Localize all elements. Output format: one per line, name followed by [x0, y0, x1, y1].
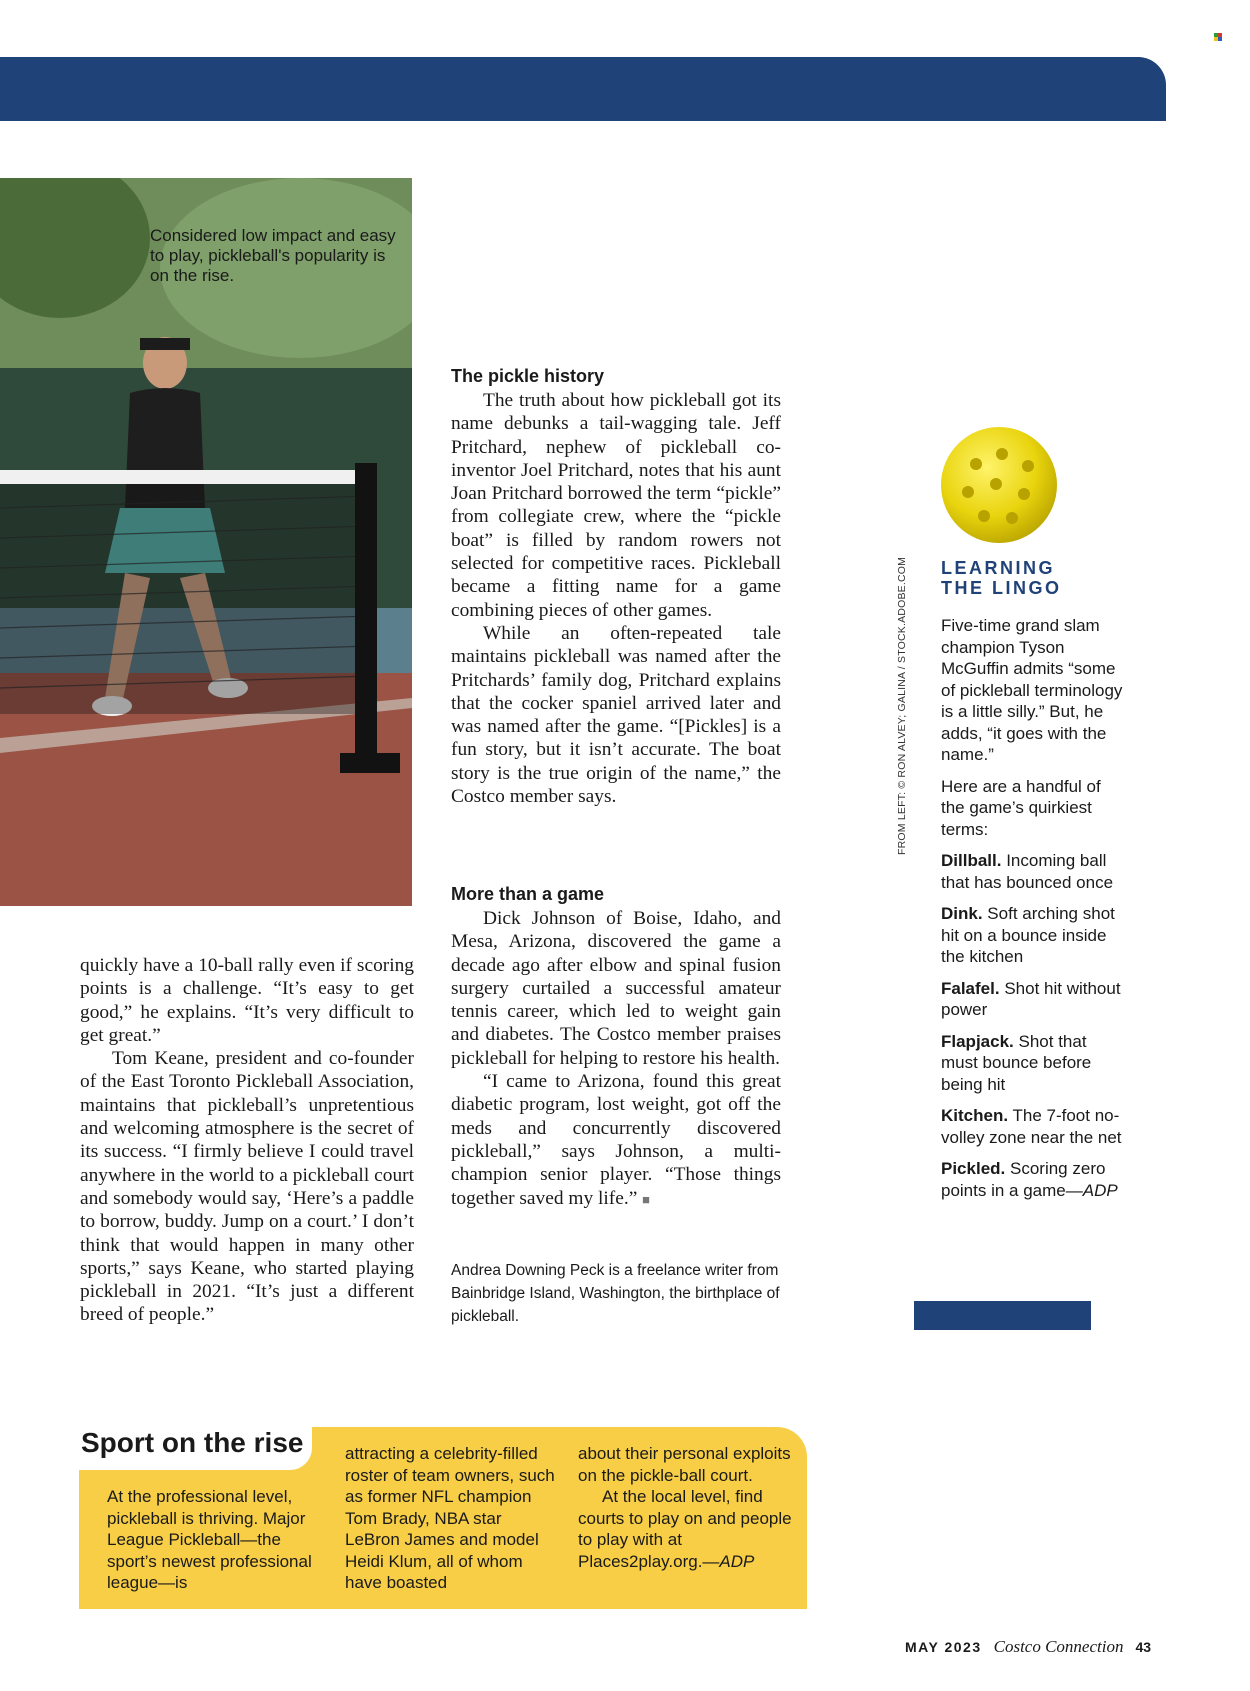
corner-mark	[1214, 33, 1222, 41]
left-paragraph-1: quickly have a 10-ball rally even if scoring points is a challenge. “It’s easy to get good,” he explains. “It’s very difficult to get great.”	[80, 955, 414, 1046]
lingo-term-pickled: Pickled. Scoring zero points in a game—ADP	[941, 1159, 1118, 1200]
history-text	[451, 389, 781, 808]
lingo-term-flapjack: Flapjack. Shot that must bounce before being hit	[941, 1031, 1092, 1094]
lingo-intro-2: Here are a handful of the game’s quirkiest terms:	[941, 776, 1101, 839]
lingo-term-falafel: Falafel. Shot hit without power	[941, 978, 1121, 1019]
rise-column-2: attracting a celebrity-filled roster of team owners, such as former NFL champion Tom Brady, NBA star LeBron James and model Heidi Klum, all of whom have boasted	[345, 1444, 555, 1592]
lingo-list	[941, 615, 1126, 1211]
rise-title: Sport on the rise	[81, 1427, 304, 1458]
page-number: 43	[1135, 1639, 1152, 1655]
left-paragraph-2: Tom Keane, president and co-founder of the East Toronto Pickleball Association, maintains that pickleball’s unpretentious and welcoming atmosphere is the secret of its success. “I firmly believe I could travel anywhere in the world to a pickleball court and somebody would say, ‘Here’s a paddle to borrow, buddy. Jump on a court.’ I don’t think that would happen in many other sports,” says Keane, who started playing pickleball in 2021. “It’s just a different breed of people.”	[80, 1048, 414, 1326]
lingo-title: LEARNING THE LINGO	[941, 558, 1062, 598]
left-column	[80, 954, 414, 1327]
author-byline: Andrea Downing Peck is a freelance writer from Bainbridge Island, Washington, the birthplace of pickleball.	[451, 1262, 780, 1325]
top-banner	[0, 57, 1166, 121]
rise-column-1: At the professional level, pickleball is thriving. Major League Pickleball—the sport’s newest professional league—is	[107, 1487, 312, 1592]
more-paragraph-2: “I came to Arizona, found this great diabetic program, lost weight, got off the meds and concurrently discovered pickleball,” says Johnson, a multi-champion senior player. “Those things together saved my life.”	[451, 1071, 781, 1209]
history-paragraph-1: The truth about how pickleball got its name debunks a tail-wagging tale. Jeff Pritchard, nephew of pickleball co-inventor Joel Pritchard, notes that his aunt Joan Pritchard borrowed the term “pickle” from collegiate crew, where the “pickle boat” is filled by random rowers not selected for competitive races. Pickleball became a fitting name for a game combining pieces of other games.	[451, 390, 781, 621]
lingo-bar	[914, 1301, 1091, 1330]
issue-date: MAY 2023	[905, 1639, 982, 1655]
history-paragraph-2: While an often-repeated tale maintains pickleball was named after the Pritchards’ family dog, Pritchard explains that the cocker spaniel arrived later and was named after the game. “[Pickles] is a fun story, but it isn’t accurate. The boat story is the true origin of the name,” the Costco member says.	[451, 622, 781, 808]
lingo-term-dillball: Dillball. Incoming ball that has bounced once	[941, 851, 1114, 892]
photo-credit: FROM LEFT: © RON ALVEY; GALINA / STOCK.ADOBE.COM	[896, 556, 908, 855]
pickleball-photo	[0, 178, 412, 906]
page-footer	[905, 1637, 1151, 1657]
photo-caption: Considered low impact and easy to play, pickleball's popularity is on the rise.	[150, 226, 396, 285]
more-text	[451, 907, 781, 1211]
lingo-term-dink: Dink. Soft arching shot hit on a bounce inside the kitchen	[941, 904, 1115, 966]
pickleball-icon	[938, 424, 1060, 546]
more-heading: More than a game	[451, 884, 605, 904]
history-heading: The pickle history	[451, 366, 605, 386]
lingo-intro: Five-time grand slam champion Tyson McGuffin admits “some of pickleball terminology is a little silly.” But, he adds, “it goes with the name.”	[941, 616, 1123, 764]
more-paragraph-1: Dick Johnson of Boise, Idaho, and Mesa, Arizona, discovered the game a decade ago after elbow and spinal fusion surgery curtailed a successful amateur tennis career, which led to weight gain and diabetes. The Costco member praises pickleball for helping to restore his health.	[451, 908, 781, 1069]
end-mark: ■	[642, 1191, 651, 1207]
lingo-term-kitchen: Kitchen. The 7-foot no-volley zone near the net	[941, 1106, 1122, 1147]
rise-column-3: about their personal exploits on the pickle-ball court. At the local level, find courts to play on and people to play with at Places2play.org.—ADP	[578, 1444, 792, 1571]
magazine-name: Costco Connection	[993, 1637, 1124, 1656]
